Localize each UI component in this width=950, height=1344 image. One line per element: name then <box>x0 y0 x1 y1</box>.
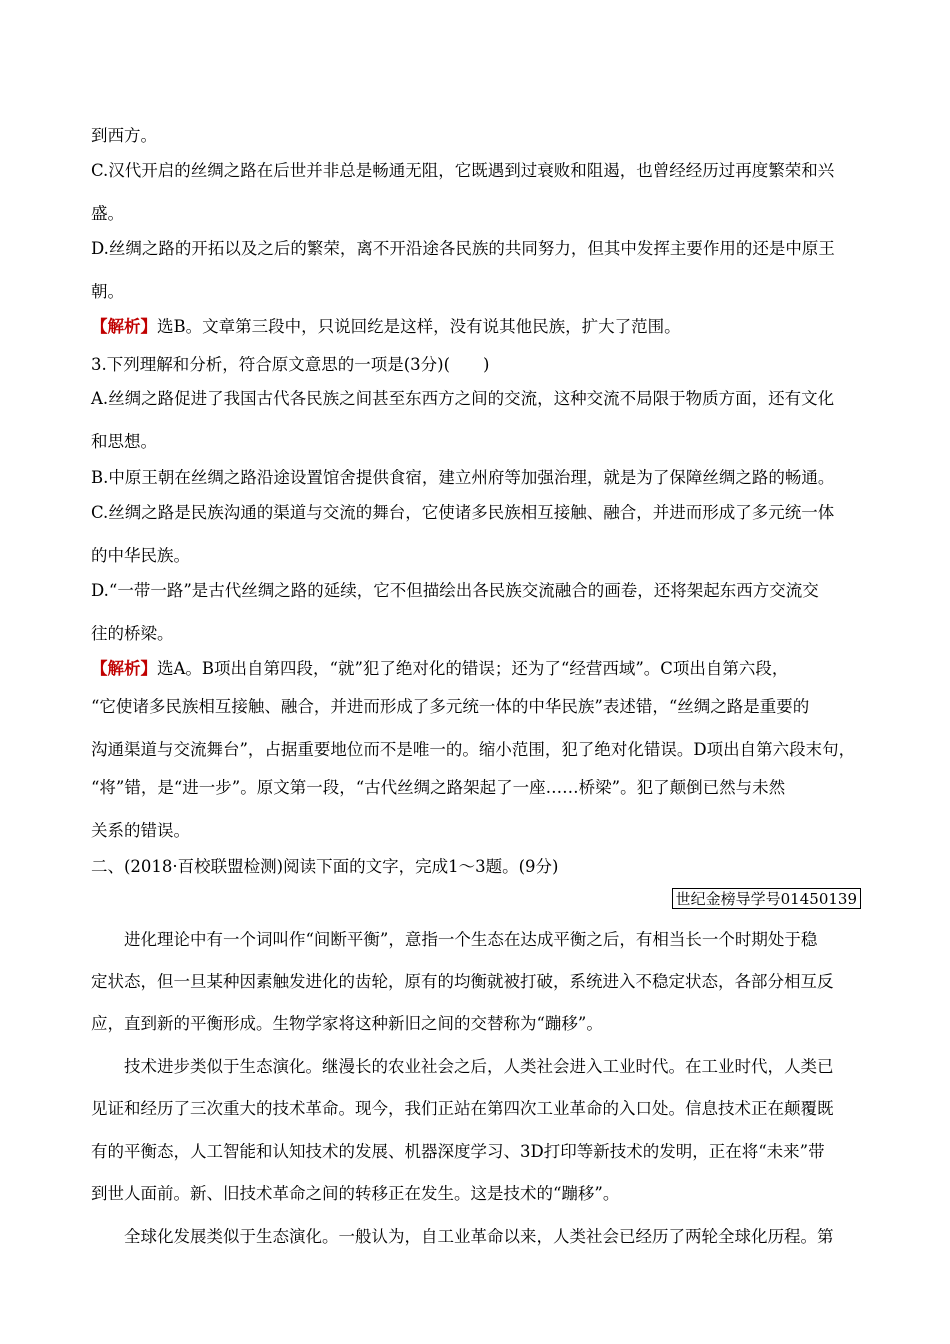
text-line: 全球化发展类似于生态演化。一般认为，自工业革命以来，人类社会已经历了两轮全球化历程。第 <box>124 1227 834 1246</box>
text-line: 技术进步类似于生态演化。继漫长的农业社会之后，人类社会进入工业时代。在工业时代，人类已 <box>124 1057 834 1076</box>
question-text: 3.下列理解和分析，符合原文意思的一项是(3分)( ) <box>91 355 490 374</box>
section-heading: 二、(2018·百校联盟检测)阅读下面的文字，完成1～3题。(9分) <box>91 857 559 876</box>
analysis-paragraph <box>91 316 871 338</box>
text-line: 到西方。 <box>91 126 157 145</box>
text-line: 和思想。 <box>91 432 157 451</box>
analysis-tag: 【解析】 <box>91 317 157 336</box>
text-line: “将”错，是“进一步”。原文第一段，“古代丝绸之路架起了一座……桥梁”。犯了颠倒已然与未然 <box>91 778 786 797</box>
analysis-paragraph <box>91 658 871 680</box>
analysis-text: 选B。文章第三段中，只说回纥是这样，没有说其他民族，扩大了范围。 <box>157 317 681 336</box>
text-line: 的中华民族。 <box>91 546 190 565</box>
text-line: 进化理论中有一个词叫作“间断平衡”，意指一个生态在达成平衡之后，有相当长一个时期处于稳 <box>124 930 818 949</box>
text-line: 有的平衡态，人工智能和认知技术的发展、机器深度学习、3D打印等新技术的发明，正在将“未来”带 <box>91 1142 825 1161</box>
text-line: D.丝绸之路的开拓以及之后的繁荣，离不开沿途各民族的共同努力，但其中发挥主要作用的还是中原王 <box>91 239 835 258</box>
text-line: C.汉代开启的丝绸之路在后世并非总是畅通无阻，它既遇到过衰败和阻遏，也曾经经历过再度繁荣和兴 <box>91 161 835 180</box>
text-line: A.丝绸之路促进了我国古代各民族之间甚至东西方之间的交流，这种交流不局限于物质方面，还有文化 <box>91 389 835 408</box>
text-line: D.“一带一路”是古代丝绸之路的延续，它不但描绘出各民族交流融合的画卷，还将架起东西方交流交 <box>91 581 819 600</box>
text-line: 盛。 <box>91 204 124 223</box>
text-line: 沟通渠道与交流舞台”，占据重要地位而不是唯一的。缩小范围，犯了绝对化错误。D项出自第六段末句， <box>91 740 856 759</box>
text-line: B.中原王朝在丝绸之路沿途设置馆舍提供食宿，建立州府等加强治理，就是为了保障丝绸之路的畅通。 <box>91 468 835 487</box>
study-number-box: 世纪金榜导学号01450139 <box>672 888 861 909</box>
analysis-tag: 【解析】 <box>91 659 157 678</box>
text-line: “它使诸多民族相互接触、融合，并进而形成了多元统一体的中华民族”表述错，“丝绸之路是重要的 <box>91 697 810 716</box>
text-line: C.丝绸之路是民族沟通的渠道与交流的舞台，它使诸多民族相互接触、融合，并进而形成了多元统一体 <box>91 503 835 522</box>
text-line: 往的桥梁。 <box>91 624 174 643</box>
text-line: 定状态，但一旦某种因素触发进化的齿轮，原有的均衡就被打破，系统进入不稳定状态，各部分相互反 <box>91 972 834 991</box>
analysis-text: 选A。B项出自第四段，“就”犯了绝对化的错误；还为了“经营西域”。C项出自第六段， <box>157 659 789 678</box>
text-line: 到世人面前。新、旧技术革命之间的转移正在发生。这是技术的“蹦移”。 <box>91 1184 620 1203</box>
text-line: 关系的错误。 <box>91 821 190 840</box>
text-line: 朝。 <box>91 282 124 301</box>
text-line: 应，直到新的平衡形成。生物学家将这种新旧之间的交替称为“蹦移”。 <box>91 1014 603 1033</box>
text-line: 见证和经历了三次重大的技术革命。现今，我们正站在第四次工业革命的入口处。信息技术正在颠覆既 <box>91 1099 834 1118</box>
